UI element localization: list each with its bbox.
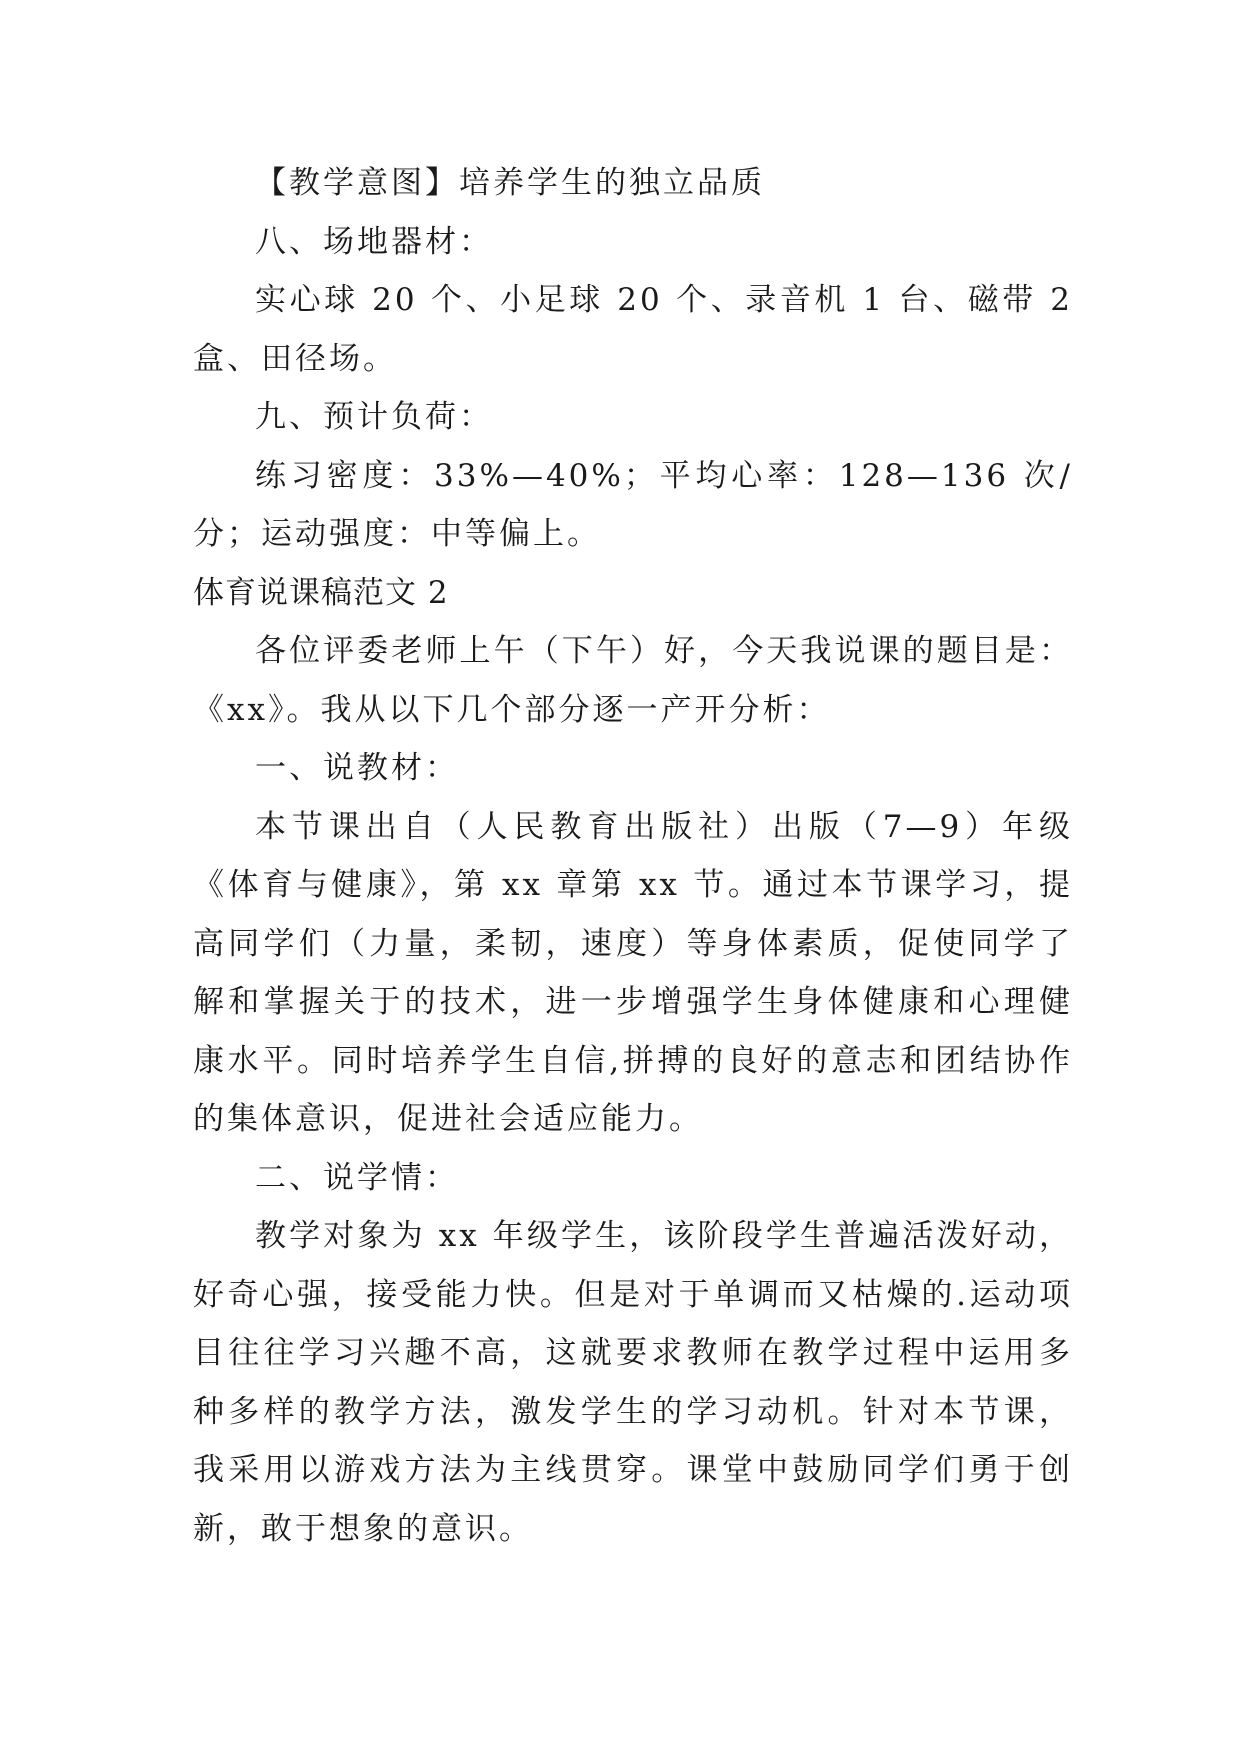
paragraph-section-eight-title: 八、场地器材： xyxy=(255,223,493,260)
document-body xyxy=(193,154,1073,1558)
paragraph-expected-load: 练习密度：33%—40%；平均心率：128—136 次/分；运动强度：中等偏上。 xyxy=(193,457,1073,552)
paragraph-teaching-intent: 【教学意图】培养学生的独立品质 xyxy=(255,165,765,201)
article-heading: 体育说课稿范文 2 xyxy=(193,574,449,611)
paragraph-section-nine-title: 九、预计负荷： xyxy=(255,399,493,435)
paragraph-equipment-list: 实心球 20 个、小足球 20 个、录音机 1 台、磁带 2 盒、田径场。 xyxy=(193,282,1073,377)
paragraph-textbook-description: 本节课出自（人民教育出版社）出版（7—9）年级《体育与健康》，第 xx 章第 xx 节。通过本节课学习，提高同学们（力量，柔韧，速度）等身体素质，促使同学了解和掌握关于的技术，进一步增强学生身体健康和心理健康水平。同时培养学生自信,拼搏的良好的意志和团结协作的集体意识，促进社会适应能力。 xyxy=(193,808,1073,1137)
paragraph-greeting: 各位评委老师上午（下午）好，今天我说课的题目是：《xx》。我从以下几个部分逐一产开分析： xyxy=(193,633,1073,728)
paragraph-section-two-title: 二、说学情： xyxy=(255,1159,459,1196)
paragraph-student-analysis: 教学对象为 xx 年级学生，该阶段学生普遍活泼好动，好奇心强，接受能力快。但是对于单调而又枯燥的.运动项目往往学习兴趣不高，这就要求教师在教学过程中运用多种多样的教学方法，激发学生的学习动机。针对本节课，我采用以游戏方法为主线贯穿。课堂中鼓励同学们勇于创新，敢于想象的意识。 xyxy=(193,1218,1073,1547)
paragraph-section-one-title: 一、说教材： xyxy=(255,750,459,786)
